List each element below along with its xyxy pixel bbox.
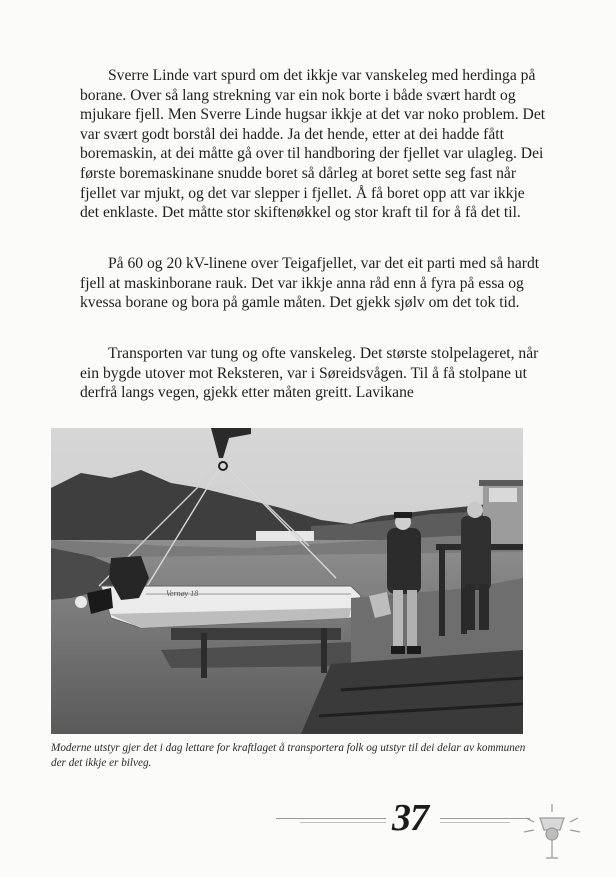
paragraph-text: På 60 og 20 kV-linene over Teigafjellet, var det eit parti med så hardt fjell at maskinborane rauk. Det var ikkje anna råd enn å fyra på essa og kvessa borane og bora på gamle måten. Det gjekk sjølv om det tok tid.: [80, 255, 540, 312]
page-number: 37: [392, 797, 428, 839]
photo-caption: Moderne utstyr gjer det i dag lettare for kraftlaget å transportera folk og utstyr til dei delar av kommunen der det ikkje er bilveg.: [51, 742, 526, 769]
lamp-emblem-icon: [520, 800, 584, 869]
footer-rule-right: [440, 818, 530, 819]
boat-crane-photo: [51, 428, 523, 734]
paragraph-text: Transporten var tung og ofte vanskeleg. Det største stolpelageret, når ein bygde utover mot Reksteren, var i Søreidsvågen. Til å få stolpane ut derfrå langs vegen, gjekk etter måten greitt. Lavikane: [80, 345, 539, 402]
paragraph-3: [80, 344, 546, 403]
boat-name-text: Vernøy 18: [166, 589, 199, 598]
footer-rule-left: [276, 818, 386, 819]
paragraph-1: [80, 66, 546, 223]
paragraph-2: [80, 254, 546, 313]
footer-rule-left-secondary: [300, 822, 386, 823]
footer-rule-right-secondary: [440, 822, 510, 823]
paragraph-text: Sverre Linde vart spurd om det ikkje var vanskeleg med herdinga på borane. Over så lang strekning var ein nok borte i både svært hardt og mjukare fjell. Men Sverre Linde hugsar ikkje at det var noko problem. Det var svært godt borstål dei hadde. Ja det hende, etter at dei hadde fått boremaskin, at dei måtte gå over til handboring der fjellet var ulagleg. Dei første boremaskinane snudde boret så dårleg at boret sette seg fast når fjellet var mjukt, og det var slepper i fjellet. Å få boret opp att var ikkje det enklaste. Det måtte stor skiftenøkkel og stor kraft til for å få det til.: [80, 67, 546, 222]
